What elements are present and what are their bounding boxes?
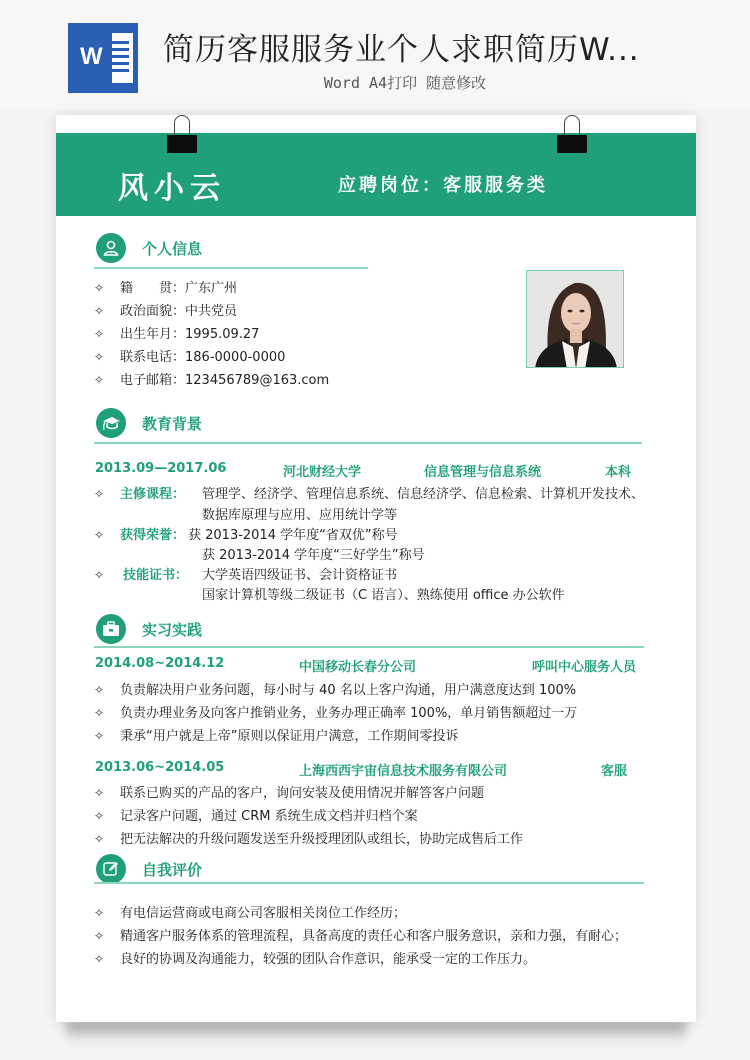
- info-row-hometown: ✧ 籍 贯：广东广州: [94, 281, 238, 296]
- applied-position: 应聘岗位：客服服务类: [338, 175, 548, 196]
- certs-row-cont: 国家计算机等级二级证书（C 语言）、熟练使用 office 办公软件: [202, 588, 565, 603]
- info-row-political: ✧ 政治面貌：中共党员: [94, 304, 238, 319]
- profile-photo: [526, 270, 624, 368]
- section-divider: [94, 882, 644, 884]
- job-duty: ✧ 负责办理业务及向客户推销业务，业务办理正确率 100%，单月销售额超过一万: [94, 706, 578, 721]
- section-title: 自我评价: [142, 861, 203, 879]
- binder-clip-icon: [167, 115, 197, 155]
- courses-row-cont: 数据库原理与应用、应用统计学等: [202, 508, 398, 523]
- word-icon-letter: W: [80, 43, 103, 70]
- edit-icon: [96, 854, 126, 884]
- job-duty: ✧ 秉承“用户就是上帝”原则以保证用户满意，工作期间零投诉: [94, 729, 459, 744]
- education-school: 河北财经大学: [283, 465, 362, 480]
- briefcase-icon: [96, 614, 126, 644]
- resume-page: 风小云 应聘岗位：客服服务类 个人信息 ✧ 籍 贯：广东广州 ✧ 政治面貌：中共党员 ✧ 出生年月：1995.09.27 ✧ 联系电话：186-0000-0000 ✧ 电子邮箱：123456789@163.com 教育背景 2013.09—2017.06 河北财经大学 信息管理与信息系统 本科 ✧ 主修课程： 管理学、经济学、管理信息系统、信息经济学、信息检索、计算机开发技术、 数据库原理与应用、应用统计学等 ✧ 获得荣誉： 获 2013-2014 学年度“省双优”称号 获 2013-2014 学年度“三好学生”称号 ✧ 技能证书： 大学英语四级证书、会计资格证书 国家计算机等级二级证书（C 语言）、熟练使用 office 办公软件 实习实践 2014.08~2014.12 中国移动长春分公司 呼叫中心服务人员 ✧ 负责解决用户业务问题，每小时与 40 名以上客户沟通，用户满意度达到 100% ✧ 负责办理业务及向客户推销业务，业务办理正确率 100%，单月销售额超过一万 ✧ 秉承“用户就是上帝”原则以保证用户满意，工作期间零投诉 2013.06~2014.05 上海西西宇宙信息技术服务有限公司 客服 ✧ 联系已购买的产品的客户，询问安装及使用情况并解答客户问题 ✧ 记录客户问题，通过 CRM 系统生成文档并归档个案 ✧ 把无法解决的升级问题发送至升级授理团队或组长，协助完成售后工作 自我评价 ✧ 有电信运营商或电商公司客服相关岗位工作经历； ✧ 精通客户服务体系的管理流程，具备高度的责任心和客户服务意识，亲和力强，有耐心； ✧ 良好的协调及沟通能力，较强的团队合作意识，能承受一定的工作压力。: [56, 115, 696, 1022]
- self-eval-item: ✧ 有电信运营商或电商公司客服相关岗位工作经历；: [94, 906, 407, 921]
- binder-clip-icon: [557, 115, 587, 155]
- honors-row: ✧ 获得荣誉： 获 2013-2014 学年度“省双优”称号: [94, 528, 398, 543]
- document-subtitle: Word A4打印 随意修改: [323, 74, 487, 92]
- section-title: 实习实践: [142, 621, 203, 639]
- job-duty: ✧ 联系已购买的产品的客户，询问安装及使用情况并解答客户问题: [94, 786, 485, 801]
- self-eval-item: ✧ 精通客户服务体系的管理流程，具备高度的责任心和客户服务意识，亲和力强，有耐心；: [94, 929, 628, 944]
- info-row-phone: ✧ 联系电话：186-0000-0000: [94, 350, 286, 365]
- section-divider: [94, 646, 644, 648]
- self-eval-item: ✧ 良好的协调及沟通能力，较强的团队合作意识，能承受一定的工作压力。: [94, 952, 537, 967]
- section-title: 个人信息: [142, 240, 203, 258]
- courses-row: ✧ 主修课程： 管理学、经济学、管理信息系统、信息经济学、信息检索、计算机开发技术、: [94, 487, 645, 502]
- job-duty: ✧ 把无法解决的升级问题发送至升级授理团队或组长，协助完成售后工作: [94, 832, 524, 847]
- user-icon: [96, 233, 126, 263]
- paper-shadow: [66, 1020, 686, 1042]
- certs-row: ✧ 技能证书： 大学英语四级证书、会计资格证书: [94, 568, 398, 583]
- education-major: 信息管理与信息系统: [424, 465, 542, 480]
- section-title: 教育背景: [142, 415, 203, 433]
- section-divider: [94, 267, 368, 269]
- candidate-name: 风小云: [118, 171, 226, 206]
- name-banner: [56, 133, 696, 216]
- education-degree: 本科: [605, 465, 632, 480]
- info-row-email: ✧ 电子邮箱：123456789@163.com: [94, 373, 330, 388]
- section-divider: [94, 442, 642, 444]
- graduation-cap-icon: [96, 408, 126, 438]
- honors-row-cont: 获 2013-2014 学年度“三好学生”称号: [202, 548, 425, 563]
- document-title: 简历客服服务业个人求职简历W...: [163, 32, 640, 68]
- info-row-birthdate: ✧ 出生年月：1995.09.27: [94, 327, 260, 342]
- job-duty: ✧ 记录客户问题，通过 CRM 系统生成文档并归档个案: [94, 809, 418, 824]
- top-header: [0, 0, 750, 110]
- education-period: 2013.09—2017.06: [95, 461, 227, 476]
- job-duty: ✧ 负责解决用户业务问题，每小时与 40 名以上客户沟通，用户满意度达到 100%: [94, 683, 577, 698]
